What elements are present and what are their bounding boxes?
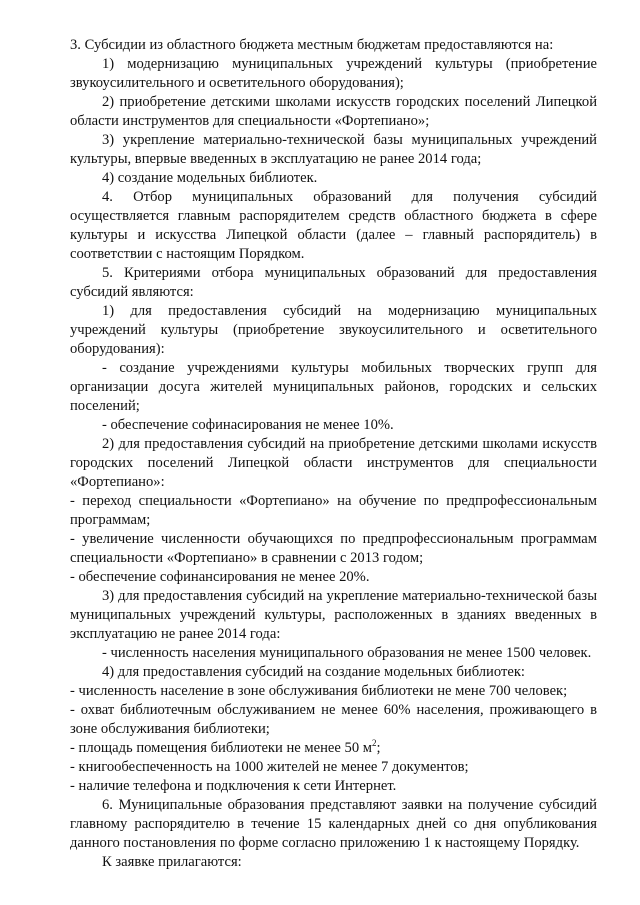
paragraph-5-criteria-3-bullet-1: - численность населения муниципального образования не менее 1500 человек. — [102, 645, 592, 661]
paragraph-5-criteria-1-bullet-1: - создание учреждениями культуры мобильных творческих групп для организации досуга жителей муниципальных районов, городских и сельских поселений; — [70, 360, 597, 414]
paragraph-3-item-3: 3) укрепление материально-технической базы муниципальных учреждений культуры, впервые введенных в эксплуатацию не ранее 2014 года; — [70, 132, 597, 167]
paragraph-4: 4. Отбор муниципальных образований для получения субсидий осуществляется главным распорядителем средств областного бюджета в сфере культуры и искусства Липецкой области (далее – главный распорядитель) в соответствии с настоящим Порядком. — [70, 189, 597, 262]
paragraph-3-item-2: 2) приобретение детскими школами искусств городских поселений Липецкой области инструментов для специальности «Фортепиано»; — [70, 94, 597, 129]
document-page — [70, 36, 597, 872]
paragraph-attachments-intro: К заявке прилагаются: — [102, 854, 242, 870]
paragraph-6: 6. Муниципальные образования представляют заявки на получение субсидий главному распорядителю в течение 15 календарных дней со дня опубликования данного постановления по форме согласно приложению 1 к настоящему Порядку. — [70, 797, 597, 851]
paragraph-5-criteria-2-bullet-1: - переход специальности «Фортепиано» на обучение по предпрофессиональным программам; — [70, 493, 597, 528]
paragraph-5-intro: 5. Критериями отбора муниципальных образований для предоставления субсидий являются: — [70, 265, 597, 300]
paragraph-5-criteria-4-bullet-5: - наличие телефона и подключения к сети Интернет. — [70, 778, 397, 794]
area-tail: ; — [376, 740, 381, 756]
paragraph-5-criteria-2-bullet-3: - обеспечение софинансирования не менее 20%. — [70, 569, 370, 585]
paragraph-5-criteria-2-bullet-2: - увеличение численности обучающихся по предпрофессиональным программам специальности «Фортепиано» в сравнении с 2013 годом; — [70, 531, 597, 566]
paragraph-3-item-4: 4) создание модельных библиотек. — [102, 170, 318, 186]
paragraph-3-intro: 3. Субсидии из областного бюджета местным бюджетам предоставляются на: — [70, 37, 554, 53]
paragraph-5-criteria-4-bullet-3 — [70, 739, 597, 758]
paragraph-5-criteria-4-bullet-1: - численность население в зоне обслуживания библиотеки не мене 700 человек; — [70, 683, 568, 699]
paragraph-5-criteria-1: 1) для предоставления субсидий на модернизацию муниципальных учреждений культуры (приобретение звукоусилительного и осветительного оборудования): — [70, 303, 597, 357]
paragraph-5-criteria-1-bullet-2: - обеспечение софинасирования не менее 10%. — [102, 417, 394, 433]
paragraph-5-criteria-2: 2) для предоставления субсидий на приобретение детскими школами искусств городских поселений Липецкой области инструментов для специальности «Фортепиано»: — [70, 436, 597, 490]
paragraph-5-criteria-3: 3) для предоставления субсидий на укрепление материально-технической базы муниципальных учреждений культуры, расположенных в зданиях введенных в эксплуатацию не ранее 2014 года: — [70, 588, 597, 642]
paragraph-5-criteria-4-bullet-4: - книгообеспеченность на 1000 жителей не менее 7 документов; — [70, 759, 469, 775]
paragraph-3-item-1: 1) модернизацию муниципальных учреждений культуры (приобретение звукоусилительного и осветительного оборудования); — [70, 56, 597, 91]
paragraph-5-criteria-4: 4) для предоставления субсидий на создание модельных библиотек: — [102, 664, 525, 680]
area-text: - площадь помещения библиотеки не менее 50 м — [70, 740, 373, 756]
area-superscript: 2 — [372, 738, 377, 749]
paragraph-5-criteria-4-bullet-2: - охват библиотечным обслуживанием не менее 60% населения, проживающего в зоне обслуживания библиотеки; — [70, 702, 597, 737]
